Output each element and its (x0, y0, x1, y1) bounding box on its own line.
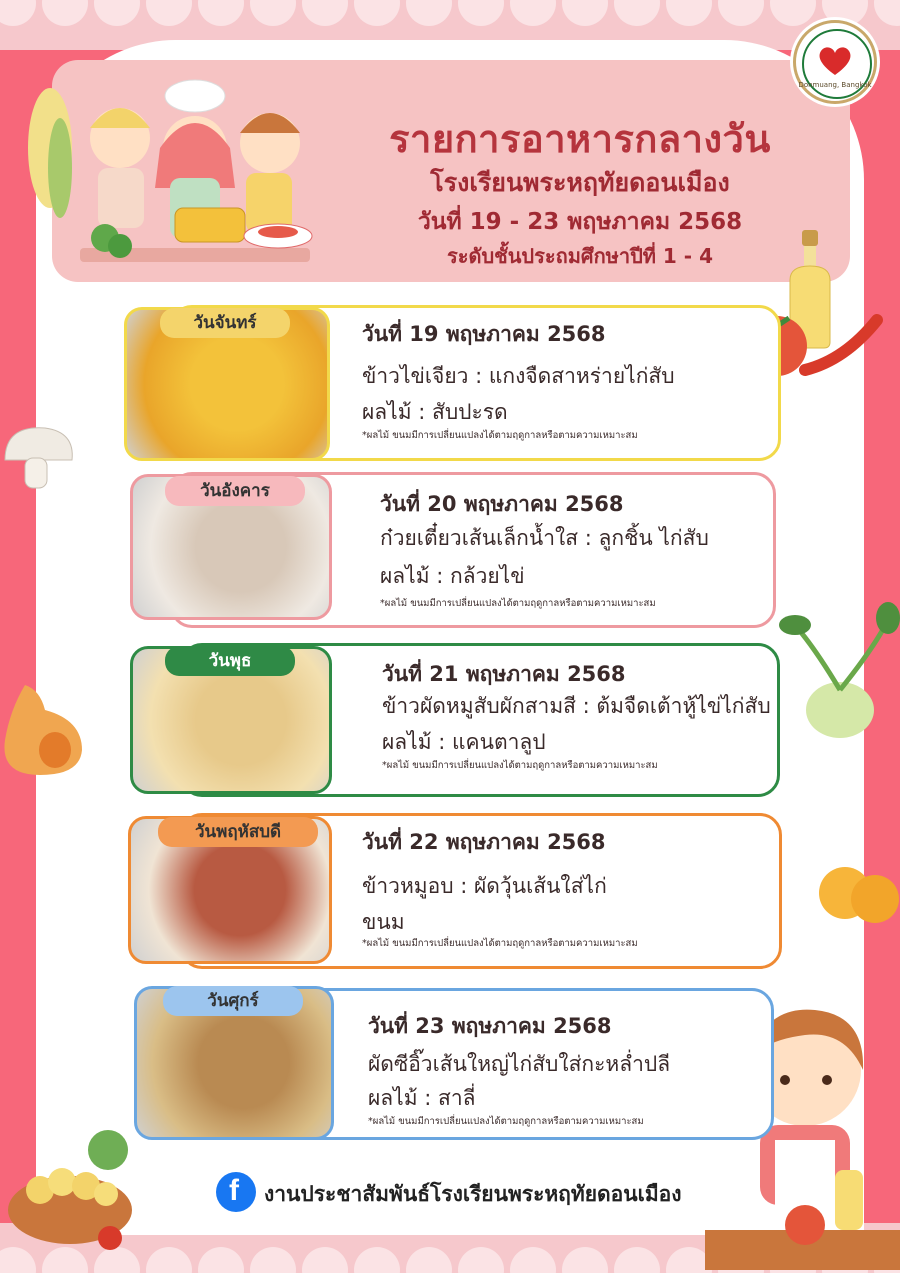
menu-date: วันที่ 21 พฤษภาคม 2568 (382, 662, 626, 686)
scallop-dot (250, 1247, 296, 1273)
scallop-dot (406, 0, 452, 26)
scallop-dot (614, 0, 660, 26)
heart-icon (817, 45, 853, 77)
day-tag: วันพุธ (165, 646, 295, 676)
scallop-dot (458, 1247, 504, 1273)
day-tag: วันศุกร์ (163, 986, 303, 1016)
scallop-dot (770, 0, 816, 26)
school-logo (793, 20, 877, 104)
facebook-icon[interactable]: f (216, 1172, 256, 1212)
menu-fruit-dessert: ผลไม้ : กล้วยไข่ (380, 564, 525, 588)
scallop-dot (146, 1247, 192, 1273)
menu-date: วันที่ 23 พฤษภาคม 2568 (368, 1014, 612, 1038)
scallop-dot (614, 1247, 660, 1273)
scallop-dot (406, 1247, 452, 1273)
menu-note: *ผลไม้ ขนมมีการเปลี่ยนแปลงได้ตามฤดูกาลหรือตามความเหมาะสม (380, 598, 656, 609)
footer-text: งานประชาสัมพันธ์โรงเรียนพระหฤทัยดอนเมือง (264, 1182, 682, 1206)
day-tag: วันจันทร์ (160, 308, 290, 338)
day-tag: วันอังคาร (165, 476, 305, 506)
menu-main-dish: ข้าวไข่เจียว : แกงจืดสาหร่ายไก่สับ (362, 364, 675, 388)
grade-level: ระดับชั้นประถมศึกษาปีที่ 1 - 4 (446, 244, 713, 268)
scallop-dot (562, 1247, 608, 1273)
vegetable-basket-illustration (0, 1120, 150, 1260)
day-tag: วันพฤหัสบดี (158, 817, 318, 847)
scallop-dot (198, 0, 244, 26)
menu-fruit-dessert: ผลไม้ : สับปะรด (362, 400, 508, 424)
school-name: โรงเรียนพระหฤทัยดอนเมือง (430, 168, 730, 197)
scallop-dot (146, 0, 192, 26)
menu-main-dish: ข้าวหมูอบ : ผัดวุ้นเส้นใส่ไก่ (362, 874, 607, 898)
scallop-dot (198, 1247, 244, 1273)
scallop-dot (250, 0, 296, 26)
scallop-dot (666, 0, 712, 26)
scallop-dot (354, 1247, 400, 1273)
menu-note: *ผลไม้ ขนมมีการเปลี่ยนแปลงได้ตามฤดูกาลหรือตามความเหมาะสม (362, 430, 638, 441)
menu-date: วันที่ 20 พฤษภาคม 2568 (380, 492, 624, 516)
chef-kids-illustration (20, 78, 320, 278)
scallop-dot (458, 0, 504, 26)
menu-main-dish: ผัดซีอิ๊วเส้นใหญ่ไก่สับใส่กะหล่ำปลี (368, 1052, 671, 1076)
menu-note: *ผลไม้ ขนมมีการเปลี่ยนแปลงได้ตามฤดูกาลหรือตามความเหมาะสม (382, 760, 658, 771)
scallop-dot (42, 0, 88, 26)
scallop-dot (354, 0, 400, 26)
scallop-dot (510, 1247, 556, 1273)
menu-note: *ผลไม้ ขนมมีการเปลี่ยนแปลงได้ตามฤดูกาลหรือตามความเหมาะสม (368, 1116, 644, 1127)
scallop-dot (302, 1247, 348, 1273)
logo-text: Donmuang, Bangkok (798, 81, 872, 89)
menu-date: วันที่ 19 พฤษภาคม 2568 (362, 322, 606, 346)
page-title: รายการอาหารกลางวัน (389, 117, 771, 161)
menu-fruit-dessert: ผลไม้ : สาลี่ (368, 1086, 476, 1110)
footer (216, 1172, 686, 1212)
menu-main-dish: ข้าวผัดหมูสับผักสามสี : ต้มจืดเต้าหู้ไข่ไก่สับ (382, 694, 771, 718)
pumpkin-illustration (0, 680, 95, 780)
scallop-dot (302, 0, 348, 26)
menu-note: *ผลไม้ ขนมมีการเปลี่ยนแปลงได้ตามฤดูกาลหรือตามความเหมาะสม (362, 938, 638, 949)
scallop-dot (874, 0, 900, 26)
menu-date: วันที่ 22 พฤษภาคม 2568 (362, 830, 606, 854)
orange-illustration (815, 855, 900, 930)
scallop-dot (510, 0, 556, 26)
menu-main-dish: ก๋วยเตี๋ยวเส้นเล็กน้ำใส : ลูกชิ้น ไก่สับ (380, 526, 709, 550)
kohlrabi-illustration (770, 600, 900, 740)
scallop-dot (0, 0, 36, 26)
date-range: วันที่ 19 - 23 พฤษภาคม 2568 (417, 209, 743, 235)
scallop-dot (562, 0, 608, 26)
scallop-dot (718, 0, 764, 26)
menu-fruit-dessert: ผลไม้ : แคนตาลูป (382, 730, 546, 754)
scallop-dot (94, 0, 140, 26)
menu-fruit-dessert: ขนม (362, 910, 405, 934)
mushroom-illustration (0, 420, 80, 500)
